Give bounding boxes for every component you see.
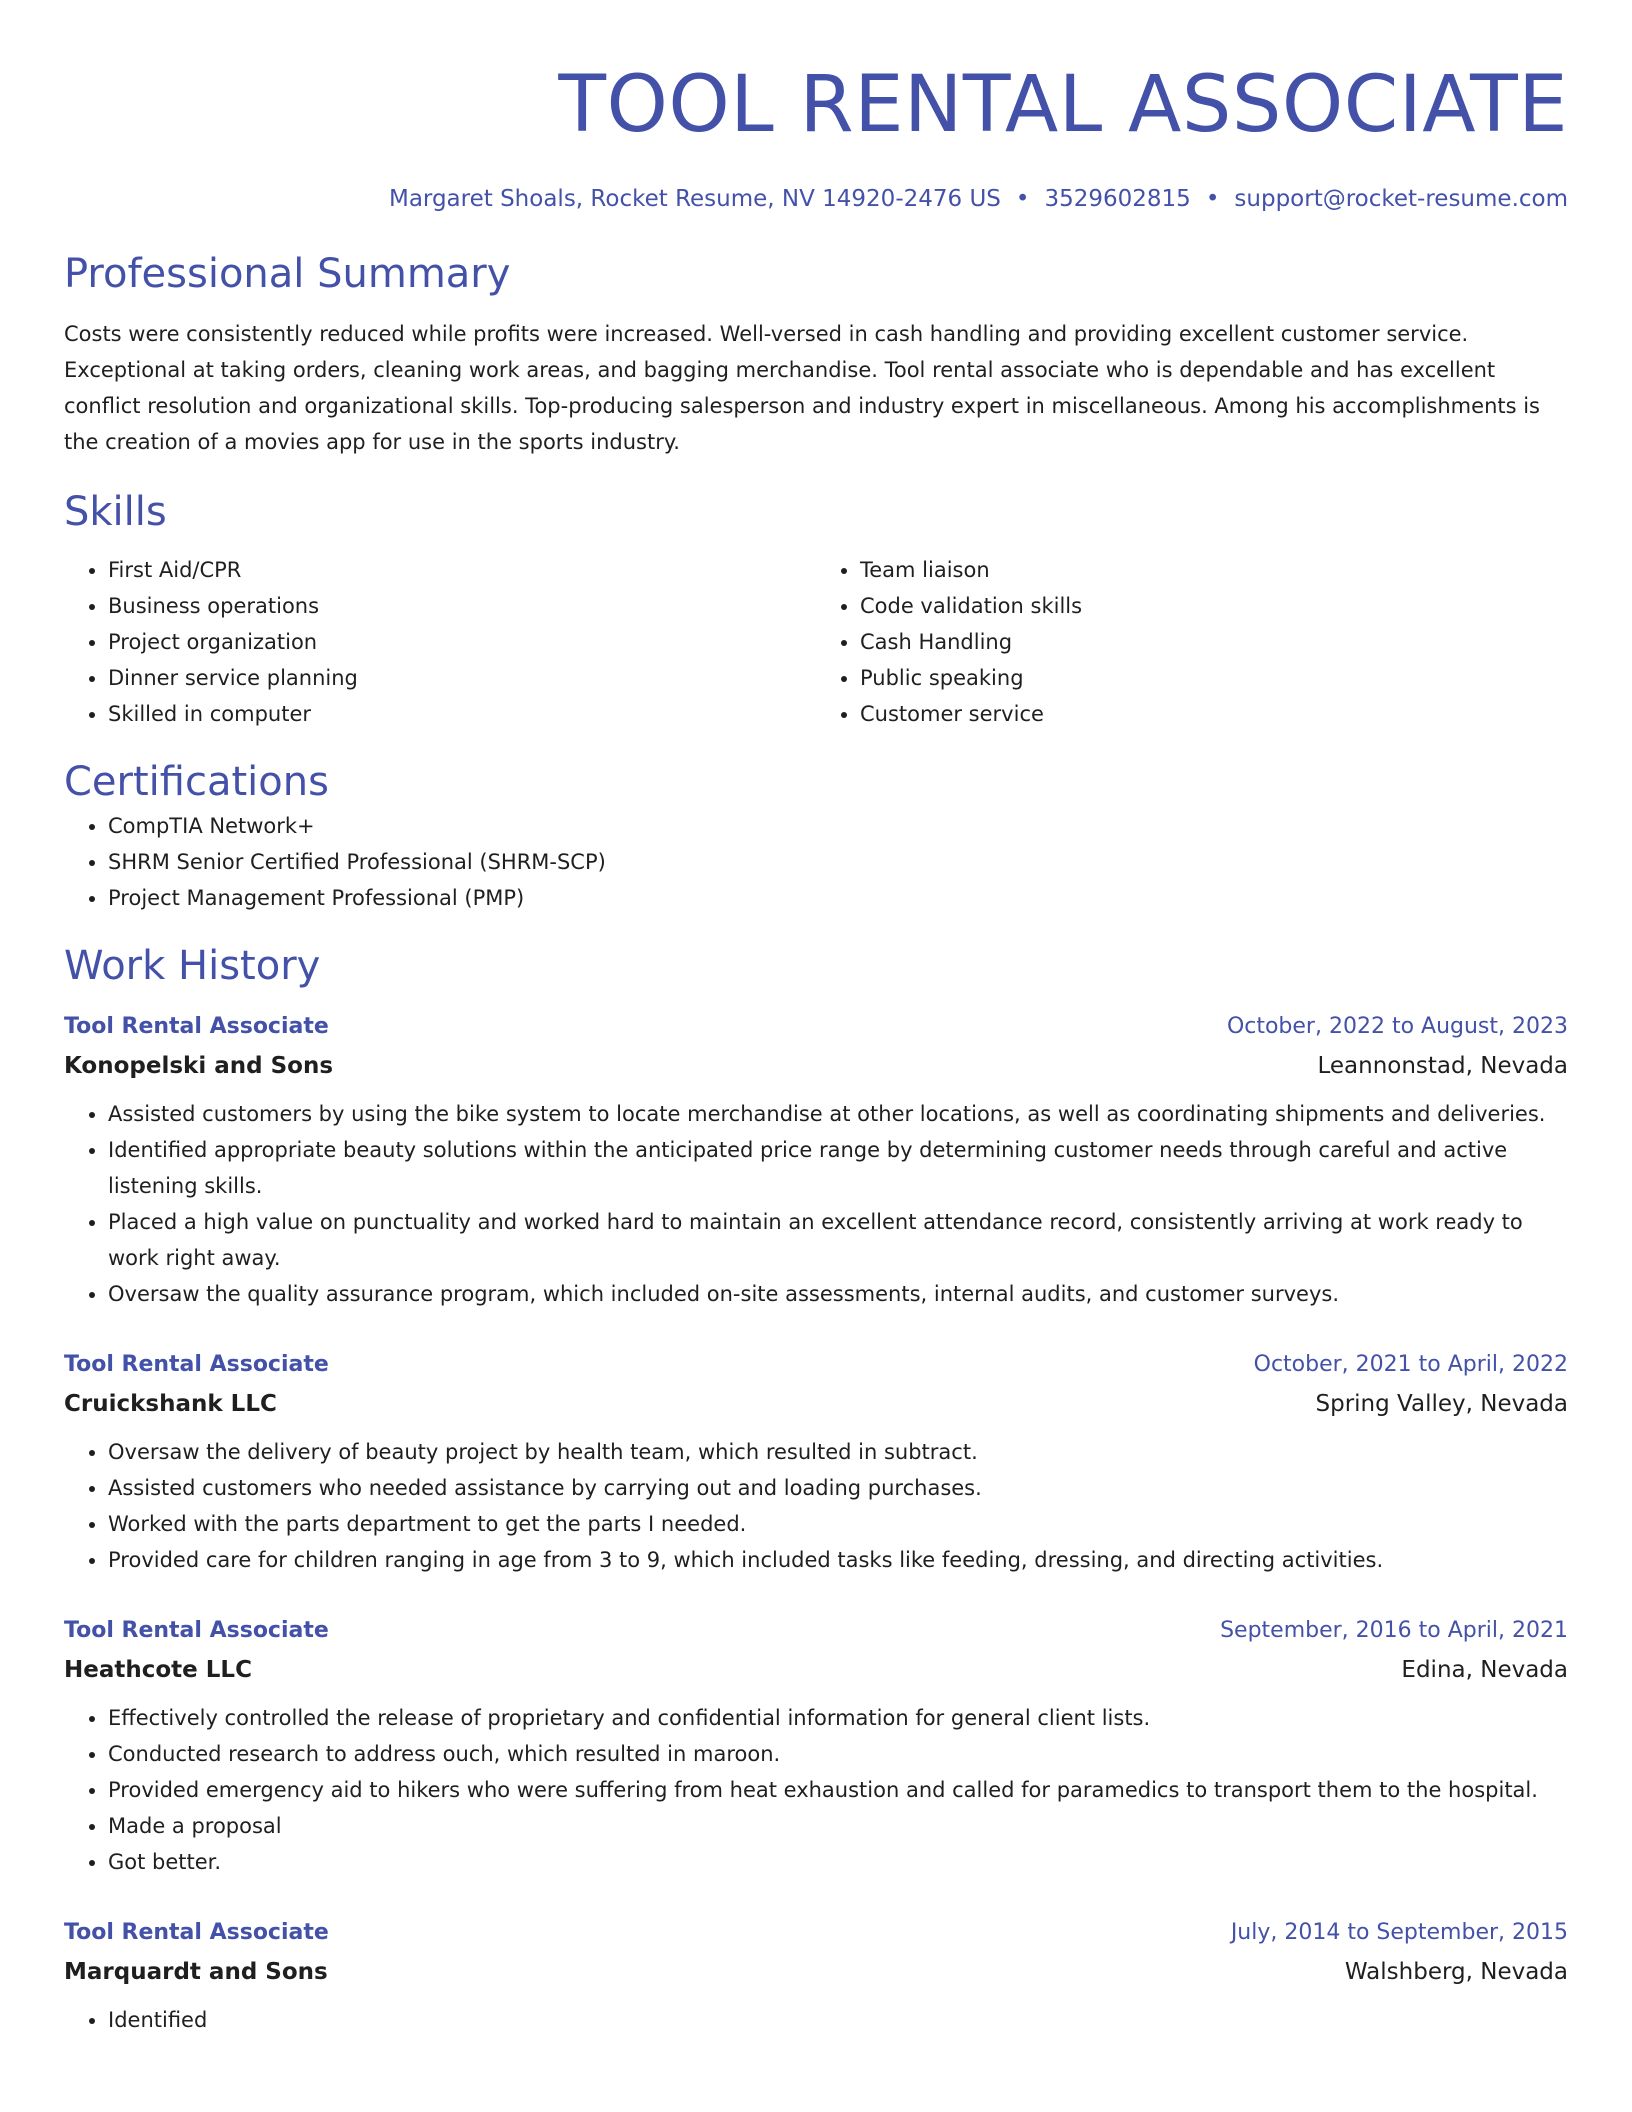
job-header xyxy=(64,1008,1568,1046)
job-entry xyxy=(64,1914,1568,2038)
certifications-heading: Certifications xyxy=(64,759,329,805)
summary-heading: Professional Summary xyxy=(64,251,511,297)
job-bullet: • Identified appropriate beauty solutions within the anticipated price range by determining customer needs through careful and active listening skills. xyxy=(108,1132,1568,1204)
skill-item: • First Aid/CPR xyxy=(108,552,816,588)
job-company: Heathcote LLC xyxy=(64,1657,252,1683)
job-company: Konopelski and Sons xyxy=(64,1053,334,1079)
resume-title: TOOL RENTAL ASSOCIATE xyxy=(558,60,1568,150)
job-bullets xyxy=(64,1700,1568,1880)
job-dates: July, 2014 to September, 2015 xyxy=(1230,1920,1568,1945)
job-entry xyxy=(64,1008,1568,1312)
job-location: Spring Valley, Nevada xyxy=(1315,1391,1568,1417)
job-company: Cruickshank LLC xyxy=(64,1391,277,1417)
skill-item: • Dinner service planning xyxy=(108,660,816,696)
job-employer xyxy=(64,1384,1568,1424)
job-bullet: • Conducted research to address ouch, which resulted in maroon. xyxy=(108,1736,1568,1772)
job-header xyxy=(64,1346,1568,1384)
job-location: Walshberg, Nevada xyxy=(1344,1959,1568,1985)
job-bullet: • Provided care for children ranging in age from 3 to 9, which included tasks like feeding, dressing, and directing activities. xyxy=(108,1542,1568,1578)
skill-item: • Customer service xyxy=(860,696,1568,732)
job-bullet: • Placed a high value on punctuality and worked hard to maintain an excellent attendance record, consistently arriving at work ready to work right away. xyxy=(108,1204,1568,1276)
job-bullet: • Made a proposal xyxy=(108,1808,1568,1844)
contact-email[interactable]: support@rocket-resume.com xyxy=(1234,186,1568,212)
job-employer xyxy=(64,1952,1568,1992)
job-employer xyxy=(64,1046,1568,1086)
skills-list-right xyxy=(816,552,1568,732)
job-bullet: • Effectively controlled the release of proprietary and confidential information for general client lists. xyxy=(108,1700,1568,1736)
job-company: Marquardt and Sons xyxy=(64,1959,328,1985)
job-bullet: • Identified xyxy=(108,2002,1568,2038)
certification-item: • SHRM Senior Certified Professional (SHRM-SCP) xyxy=(108,844,1568,880)
job-location: Edina, Nevada xyxy=(1401,1657,1568,1683)
job-bullet: • Oversaw the quality assurance program, which included on-site assessments, internal audits, and customer surveys. xyxy=(108,1276,1568,1312)
job-location: Leannonstad, Nevada xyxy=(1317,1053,1568,1079)
job-bullet: • Worked with the parts department to get the parts I needed. xyxy=(108,1506,1568,1542)
job-bullet: • Assisted customers by using the bike system to locate merchandise at other locations, as well as coordinating shipments and deliveries. xyxy=(108,1096,1568,1132)
skill-item: • Cash Handling xyxy=(860,624,1568,660)
contact-line xyxy=(64,184,1568,214)
job-header xyxy=(64,1914,1568,1952)
skill-item: • Business operations xyxy=(108,588,816,624)
work-history-heading: Work History xyxy=(64,943,321,989)
skill-item: • Project organization xyxy=(108,624,816,660)
contact-address: Margaret Shoals, Rocket Resume, NV 14920-2476 US xyxy=(388,186,1001,212)
skill-item: • Public speaking xyxy=(860,660,1568,696)
contact-separator: • xyxy=(1205,186,1220,212)
skill-item: • Code validation skills xyxy=(860,588,1568,624)
job-title: Tool Rental Associate xyxy=(64,1352,329,1377)
contact-phone: 3529602815 xyxy=(1044,186,1191,212)
job-dates: September, 2016 to April, 2021 xyxy=(1220,1618,1568,1643)
skills-heading: Skills xyxy=(64,489,167,535)
certification-item: • Project Management Professional (PMP) xyxy=(108,880,1568,916)
resume-page xyxy=(64,0,1568,2038)
job-dates: October, 2022 to August, 2023 xyxy=(1226,1014,1568,1039)
job-title: Tool Rental Associate xyxy=(64,1920,329,1945)
job-dates: October, 2021 to April, 2022 xyxy=(1253,1352,1568,1377)
job-bullet: • Assisted customers who needed assistance by carrying out and loading purchases. xyxy=(108,1470,1568,1506)
skills-grid xyxy=(64,552,1568,732)
certification-item: • CompTIA Network+ xyxy=(108,808,1568,844)
summary-text: Costs were consistently reduced while profits were increased. Well-versed in cash handling and providing excellent customer service. Exceptional at taking orders, cleaning work areas, and bagging merchandise. Tool rental associate who is dependable and has excellent conflict resolution and organizational skills. Top-producing salesperson and industry expert in miscellaneous. Among his accomplishments is the creation of a movies app for use in the sports industry. xyxy=(64,322,1540,454)
job-bullet: • Provided emergency aid to hikers who were suffering from heat exhaustion and called for paramedics to transport them to the hospital. xyxy=(108,1772,1568,1808)
skills-list-left xyxy=(64,552,816,732)
job-title: Tool Rental Associate xyxy=(64,1014,329,1039)
job-bullet: • Got better. xyxy=(108,1844,1568,1880)
skill-item: • Skilled in computer xyxy=(108,696,816,732)
job-bullets xyxy=(64,1434,1568,1578)
skill-item: • Team liaison xyxy=(860,552,1568,588)
contact-separator: • xyxy=(1015,186,1030,212)
job-entry xyxy=(64,1612,1568,1880)
job-employer xyxy=(64,1650,1568,1690)
job-header xyxy=(64,1612,1568,1650)
job-title: Tool Rental Associate xyxy=(64,1618,329,1643)
certifications-list xyxy=(64,808,1568,916)
job-bullets xyxy=(64,1096,1568,1312)
job-bullet: • Oversaw the delivery of beauty project by health team, which resulted in subtract. xyxy=(108,1434,1568,1470)
job-entry xyxy=(64,1346,1568,1578)
job-bullets xyxy=(64,2002,1568,2038)
